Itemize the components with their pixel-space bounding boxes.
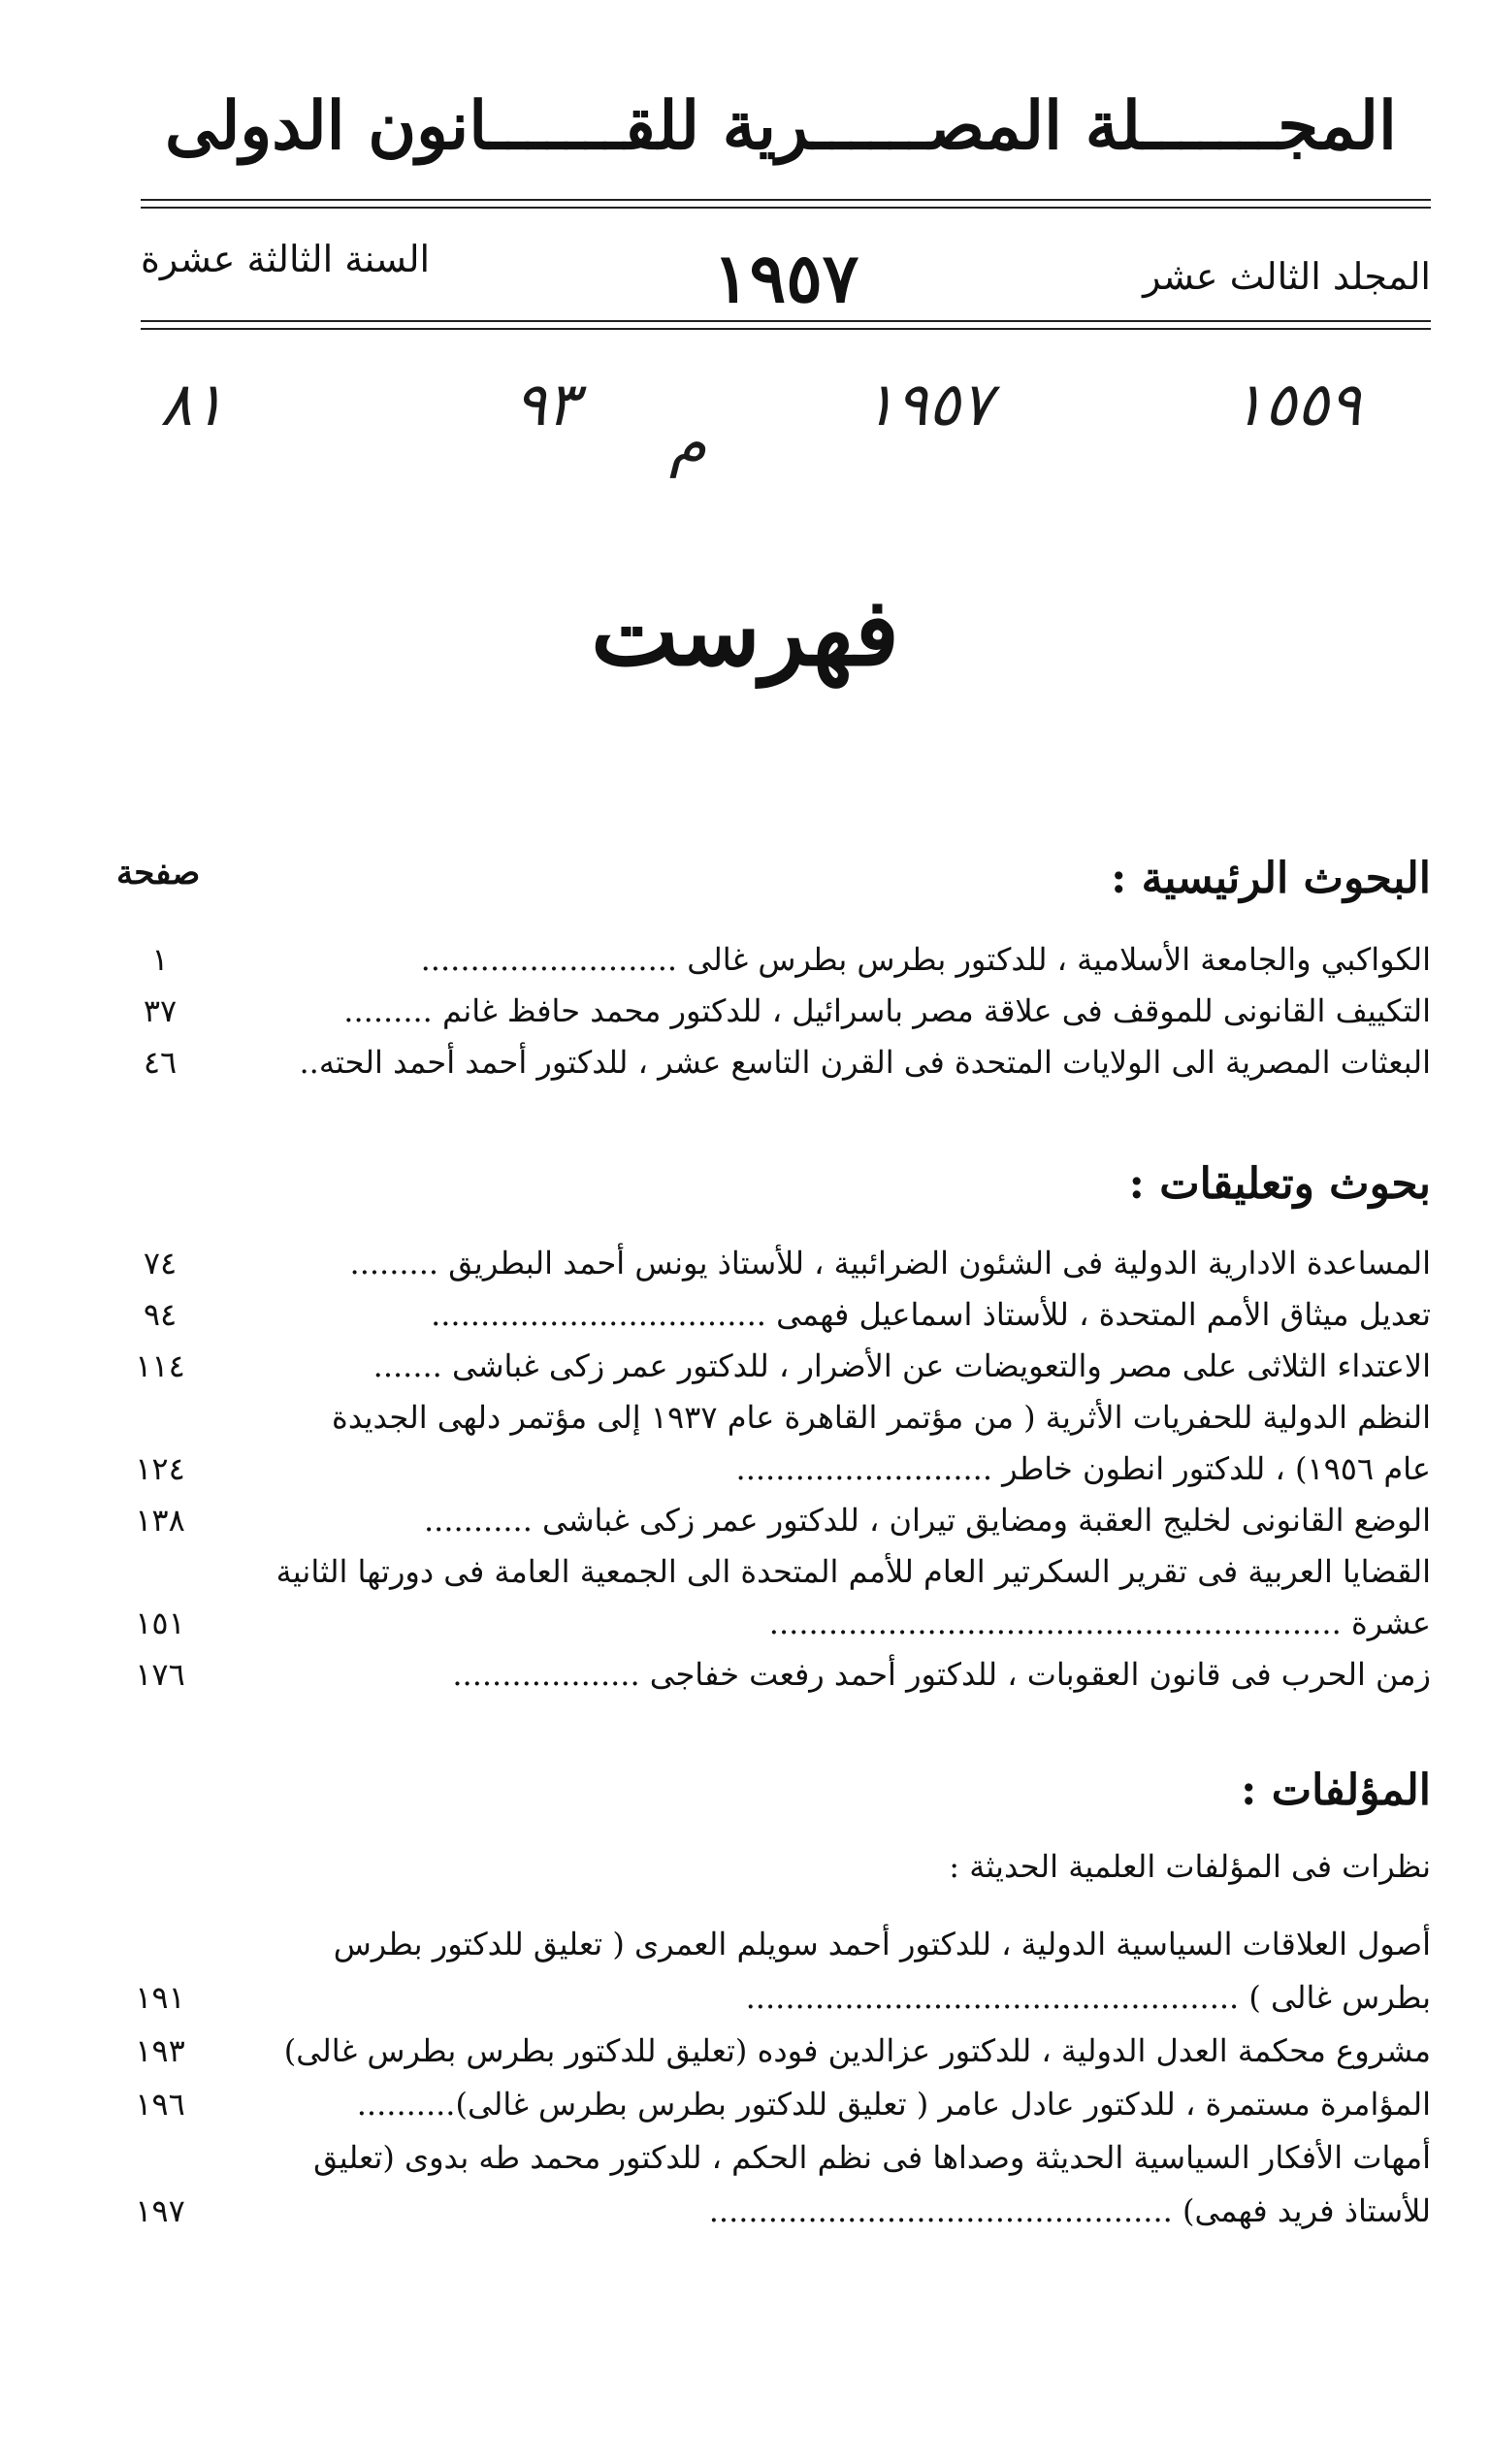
toc-entry [116,1245,1431,1291]
section-subheading: نظرات فى المؤلفات العلمية الحديثة : [949,1848,1431,1885]
toc-entry-text: تعديل ميثاق الأمم المتحدة ، للأستاذ اسماعيل فهمى .................................. [431,1296,1431,1333]
volume-label: المجلد الثالث عشر [1143,255,1431,298]
toc-entry-text: المساعدة الادارية الدولية فى الشئون الضرائبية ، للأستاذ يونس أحمد البطريق ......... [349,1245,1431,1281]
section-title-publications: المؤلفات : [1241,1766,1431,1815]
handwritten-letter: م [669,407,707,478]
header-rule-bottom [141,320,1431,322]
section-title-research-comments: بحوث وتعليقات : [1128,1159,1431,1209]
toc-entry [116,1605,1431,1651]
toc-entry [116,1926,1431,1972]
toc-entry-page: ١٣٨ [135,1502,185,1539]
handwritten-number-left: ٨١ [160,369,225,439]
page-column-label: صفحة [116,854,201,892]
toc-entry [116,1450,1431,1497]
toc-entry-text: أصول العلاقات السياسية الدولية ، للدكتور أحمد سويلم العمرى ( تعليق للدكتور بطرس [333,1926,1431,1962]
toc-entry-text: الكواكبي والجامعة الأسلامية ، للدكتور بطرس بطرس غالى .......................... [420,941,1431,978]
toc-entry-page: ١١٤ [135,1347,185,1384]
toc-entry-text: الوضع القانونى لخليج العقبة ومضايق تيران ، للدكتور عمر زكى غباشى ........... [423,1502,1431,1539]
header-rule-bottom-2 [141,328,1431,330]
toc-entry-text: زمن الحرب فى قانون العقوبات ، للدكتور أحمد رفعت خفاجى ................... [452,1656,1431,1693]
toc-entry-text: للأستاذ فريد فهمى) ............................................... [708,2192,1431,2229]
toc-entry-page: ١٥١ [135,1605,185,1641]
toc-entry-page: ٤٦ [143,1044,178,1081]
handwritten-number-right: ١٥٥٩ [1232,369,1362,439]
journal-title: المجـــــــلة المصــــــرية للقـــــــانون الدولى [165,87,1397,165]
toc-entry [116,1502,1431,1548]
handwritten-number-second: ٩٣ [514,369,579,439]
toc-entry [116,941,1431,988]
toc-entry-text: بطرس غالى ) .................................................. [745,1979,1431,2016]
toc-entry-text: المؤامرة مستمرة ، للدكتور عادل عامر ( تعليق للدكتور بطرس بطرس غالى).......... [356,2086,1431,2123]
toc-entry [116,1656,1431,1702]
toc-entry [116,1979,1431,2026]
header-meta-row [141,238,1431,318]
toc-entry-page: ١٩٦ [135,2086,185,2123]
toc-entry-text: مشروع محكمة العدل الدولية ، للدكتور عزالدين فوده (تعليق للدكتور بطرس بطرس غالى) [283,2032,1431,2069]
toc-entry-text: القضايا العربية فى تقرير السكرتير العام للأمم المتحدة الى الجمعية العامة فى دورتها الثانية [275,1553,1431,1590]
toc-entry-page: ٧٤ [143,1245,178,1281]
toc-entry [116,1553,1431,1600]
toc-entry-text: التكييف القانونى للموقف فى علاقة مصر باسرائيل ، للدكتور محمد حافظ غانم ......... [343,992,1431,1029]
toc-entry-text: عشرة .......................................................... [768,1605,1431,1641]
toc-entry [116,2032,1431,2079]
toc-entry-page: ٣٧ [143,992,178,1029]
toc-entry-page: ١ [151,941,169,978]
index-title: فهرست [591,577,899,687]
toc-entry [116,1399,1431,1445]
toc-entry-page: ١٩٧ [135,2192,185,2229]
toc-entry-text: الاعتداء الثلاثى على مصر والتعويضات عن الأضرار ، للدكتور عمر زكى غباشى ....... [372,1347,1431,1384]
toc-entry [116,2192,1431,2239]
toc-entry-text: البعثات المصرية الى الولايات المتحدة فى القرن التاسع عشر ، للدكتور أحمد أحمد الحته.. [299,1044,1431,1081]
toc-entry [116,1347,1431,1394]
toc-entry-page: ١٩٣ [135,2032,185,2069]
toc-entry-page: ١٧٦ [135,1656,185,1693]
toc-entry [116,2086,1431,2132]
year-label: ١٩٥٧ [713,238,859,318]
toc-entry [116,992,1431,1039]
header-rule-top-2 [141,207,1431,209]
year-number-label: السنة الثالثة عشرة [141,238,431,280]
toc-entry-page: ١٩١ [135,1979,185,2016]
toc-entry [116,1296,1431,1343]
toc-entry [116,1044,1431,1090]
header-rule-top [141,199,1431,201]
toc-entry-text: أمهات الأفكار السياسية الحديثة وصداها فى نظم الحكم ، للدكتور محمد طه بدوى (تعليق [313,2139,1431,2176]
handwritten-year: ١٩٥٧ [863,369,993,439]
section-title-main-research: البحوث الرئيسية : [1111,854,1431,903]
toc-entry-page: ٩٤ [143,1296,178,1333]
toc-entry-text: النظم الدولية للحفريات الأثرية ( من مؤتمر القاهرة عام ١٩٣٧ إلى مؤتمر دلهى الجديدة [332,1399,1431,1436]
toc-entry-text: عام ١٩٥٦) ، للدكتور انطون خاطر .......................... [735,1450,1431,1487]
toc-entry-page: ١٢٤ [135,1450,185,1487]
toc-entry [116,2139,1431,2186]
